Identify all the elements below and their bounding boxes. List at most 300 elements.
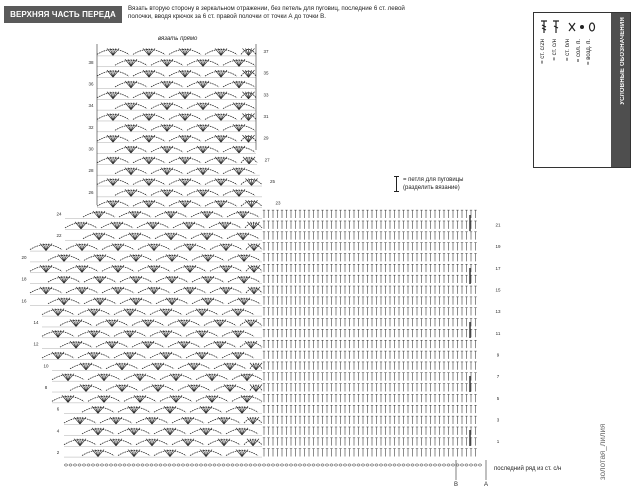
fan-stitch: [197, 81, 203, 88]
legend-title: УСЛОВНЫЕ ОБОЗНАЧЕНИЯ: [620, 17, 626, 105]
fan-stitch: [98, 374, 104, 381]
foundation-chain: [334, 464, 337, 466]
foundation-chain: [163, 464, 166, 466]
fan-stitch: [179, 70, 185, 77]
fan-stitch: [161, 146, 167, 153]
legend-band: [611, 13, 630, 167]
row-number-right: 31: [263, 113, 269, 119]
foundation-chain: [402, 464, 405, 466]
fan-stitch: [80, 363, 86, 370]
fan-stitch: [215, 113, 221, 120]
fan-stitch: [256, 385, 262, 392]
fan-stitch: [148, 244, 154, 251]
fan-stitch: [202, 276, 208, 283]
fan-stitch: [92, 428, 98, 435]
fan-stitch: [106, 341, 112, 348]
fan-stitch: [236, 450, 242, 457]
fan-stitch: [245, 341, 251, 348]
fan-stitch: [256, 363, 262, 370]
foundation-chain: [384, 464, 387, 466]
foundation-chain: [132, 464, 135, 466]
fan-stitch: [197, 189, 203, 196]
fan-stitch: [52, 309, 58, 316]
row-number-left: 18: [21, 276, 27, 282]
legend-item-sc: = ст. б/н: [565, 39, 571, 62]
row-number-left: 20: [21, 254, 27, 260]
fan-stitch: [161, 124, 167, 131]
foundation-chain: [388, 464, 391, 466]
fan-stitch: [142, 341, 148, 348]
foundation-chain: [447, 464, 450, 466]
fan-stitch: [220, 287, 226, 294]
row-number-right: 9: [496, 352, 500, 358]
foundation-chain: [231, 464, 234, 466]
fan-stitch: [214, 341, 220, 348]
row-number-left: 22: [56, 233, 62, 239]
foundation-chain: [159, 464, 162, 466]
foundation-chain: [442, 464, 445, 466]
fan-stitch: [107, 200, 113, 207]
fan-stitch: [80, 385, 86, 392]
fan-stitch: [182, 439, 188, 446]
foundation-chain: [64, 464, 67, 466]
foundation-chain: [235, 464, 238, 466]
foundation-chain: [109, 464, 112, 466]
row-number-left: 16: [21, 298, 27, 304]
foundation-chain: [186, 464, 189, 466]
fan-stitch: [182, 417, 188, 424]
fan-stitch: [232, 330, 238, 337]
fan-stitch: [76, 287, 82, 294]
foundation-chain: [69, 464, 72, 466]
fan-stitch: [233, 124, 239, 131]
fan-stitch: [143, 92, 149, 99]
fan-stitch: [201, 211, 207, 218]
last-row-note: последний ряд из ст. с/н: [494, 466, 562, 472]
foundation-chain: [91, 464, 94, 466]
foundation-chain: [352, 464, 355, 466]
fan-stitch: [215, 48, 221, 55]
fan-stitch: [128, 406, 134, 413]
foundation-chain: [105, 464, 108, 466]
fan-stitch: [218, 417, 224, 424]
fan-stitch: [178, 341, 184, 348]
foundation-chain: [393, 464, 396, 466]
fan-stitch: [124, 352, 130, 359]
fan-stitch: [201, 233, 207, 240]
fan-stitch: [130, 298, 136, 305]
foundation-chain: [276, 464, 279, 466]
fan-stitch: [164, 428, 170, 435]
chart-title: ВЕРХНЯЯ ЧАСТЬ ПЕРЕДА ДЛЯ Р3: [4, 6, 122, 23]
fan-stitch: [215, 92, 221, 99]
fan-stitch: [215, 157, 221, 164]
foundation-chain: [267, 464, 270, 466]
foundation-chain: [195, 464, 198, 466]
fan-stitch: [233, 168, 239, 175]
row-number-right: 13: [495, 309, 501, 315]
legend-item-tr: = ст. с/2н: [540, 39, 546, 64]
fan-stitch: [232, 352, 238, 359]
foundation-chain: [285, 464, 288, 466]
legend-item-slip: = сол. п.: [576, 39, 582, 63]
legend-item-chain: = возд. п.: [586, 39, 592, 65]
fan-stitch: [183, 222, 189, 229]
foundation-chain: [348, 464, 351, 466]
fan-stitch: [74, 417, 80, 424]
fan-stitch: [200, 450, 206, 457]
row-number-right: 19: [495, 244, 501, 250]
fan-stitch: [170, 374, 176, 381]
foundation-chain: [438, 464, 441, 466]
fan-stitch: [253, 417, 259, 424]
fan-stitch: [184, 287, 190, 294]
row-number-left: 24: [56, 211, 62, 217]
fan-stitch: [179, 113, 185, 120]
fan-stitch: [206, 374, 212, 381]
chain-stitch-icon: [590, 23, 595, 31]
foundation-chain: [244, 464, 247, 466]
fan-stitch: [197, 59, 203, 66]
foundation-chain: [240, 464, 243, 466]
fan-stitch: [134, 395, 140, 402]
fan-stitch: [160, 309, 166, 316]
fan-stitch: [152, 385, 158, 392]
fan-stitch: [200, 428, 206, 435]
fan-stitch: [93, 233, 99, 240]
fan-stitch: [111, 222, 117, 229]
fan-stitch: [197, 124, 203, 131]
foundation-chain: [208, 464, 211, 466]
foundation-chain: [397, 464, 400, 466]
foundation-chain: [136, 464, 139, 466]
row-number-left: 34: [88, 103, 94, 109]
foundation-chain: [316, 464, 319, 466]
row-number-right: 21: [495, 222, 501, 228]
fan-stitch: [116, 363, 122, 370]
fan-stitch: [112, 287, 118, 294]
fan-stitch: [92, 450, 98, 457]
foundation-chain: [127, 464, 130, 466]
foundation-chain: [150, 464, 153, 466]
fan-stitch: [125, 103, 131, 110]
foundation-chain: [357, 464, 360, 466]
foundation-chain: [379, 464, 382, 466]
fan-stitch: [107, 135, 113, 142]
fan-stitch: [233, 81, 239, 88]
foundation-chain: [177, 464, 180, 466]
fan-stitch: [129, 233, 135, 240]
fan-stitch: [124, 330, 130, 337]
foundation-chain: [366, 464, 369, 466]
fan-stitch: [233, 103, 239, 110]
foundation-chain: [172, 464, 175, 466]
foundation-chain: [82, 464, 85, 466]
foundation-chain: [226, 464, 229, 466]
slip-stitch-icon: [580, 25, 584, 29]
fan-stitch: [125, 81, 131, 88]
fan-stitch: [148, 265, 154, 272]
fan-stitch: [166, 254, 172, 261]
row-number-right: 15: [495, 287, 501, 293]
fan-stitch: [247, 417, 253, 424]
fan-stitch: [88, 352, 94, 359]
row-number-right: 33: [263, 92, 269, 98]
fan-stitch: [152, 363, 158, 370]
fan-stitch: [165, 211, 171, 218]
fan-stitch: [206, 395, 212, 402]
fan-stitch: [202, 254, 208, 261]
fan-stitch: [107, 48, 113, 55]
fan-stitch: [224, 385, 230, 392]
foundation-chain: [96, 464, 99, 466]
fan-stitch: [125, 189, 131, 196]
foundation-chain: [199, 464, 202, 466]
fan-stitch: [130, 254, 136, 261]
fan-stitch: [112, 244, 118, 251]
foundation-chain: [258, 464, 261, 466]
fan-stitch: [202, 298, 208, 305]
point-a-label: А: [483, 482, 489, 488]
fan-stitch: [143, 200, 149, 207]
fan-stitch: [142, 319, 148, 326]
fan-stitch: [58, 276, 64, 283]
fan-stitch: [62, 374, 68, 381]
fan-stitch: [232, 309, 238, 316]
foundation-chain: [321, 464, 324, 466]
foundation-chain: [339, 464, 342, 466]
fan-stitch: [233, 189, 239, 196]
fan-stitch: [233, 146, 239, 153]
fan-stitch: [70, 319, 76, 326]
fan-stitch: [236, 406, 242, 413]
fan-stitch: [237, 211, 243, 218]
fan-stitch: [40, 265, 46, 272]
foundation-chain: [406, 464, 409, 466]
foundation-chain: [312, 464, 315, 466]
fan-stitch: [110, 439, 116, 446]
fan-stitch: [125, 146, 131, 153]
row-number-left: 6: [56, 406, 60, 412]
fan-stitch: [248, 222, 254, 229]
foundation-chain: [222, 464, 225, 466]
fan-stitch: [250, 385, 256, 392]
fan-stitch: [178, 319, 184, 326]
foundation-chain: [217, 464, 220, 466]
fan-stitch: [161, 168, 167, 175]
legend: [533, 12, 631, 168]
fan-stitch: [148, 287, 154, 294]
fan-stitch: [58, 254, 64, 261]
fan-stitch: [160, 352, 166, 359]
buttonhole-note-line2: (разделить вязание): [403, 185, 460, 191]
foundation-chain: [451, 464, 454, 466]
fan-stitch: [238, 298, 244, 305]
row-number-right: 25: [270, 179, 276, 185]
row-number-left: 38: [88, 59, 94, 65]
fan-stitch: [215, 200, 221, 207]
fan-stitch: [125, 59, 131, 66]
fan-stitch: [116, 385, 122, 392]
fan-stitch: [107, 113, 113, 120]
fan-stitch: [245, 319, 251, 326]
fan-stitch: [236, 428, 242, 435]
foundation-chain: [253, 464, 256, 466]
foundation-chain: [330, 464, 333, 466]
foundation-chain: [249, 464, 252, 466]
row-number-right: 35: [263, 70, 269, 76]
foundation-chain: [424, 464, 427, 466]
fan-stitch: [238, 254, 244, 261]
fan-stitch: [238, 276, 244, 283]
single-crochet-icon: [569, 23, 575, 31]
fan-stitch: [161, 103, 167, 110]
foundation-chain: [289, 464, 292, 466]
fan-stitch: [179, 200, 185, 207]
row-number-left: 26: [88, 189, 94, 195]
fan-stitch: [143, 113, 149, 120]
fan-stitch: [129, 211, 135, 218]
foundation-chain: [100, 464, 103, 466]
fan-stitch: [215, 179, 221, 186]
double-crochet-icon: [553, 21, 559, 33]
fan-stitch: [215, 70, 221, 77]
fan-stitch: [143, 157, 149, 164]
row-number-right: 5: [496, 395, 500, 401]
fan-stitch: [94, 254, 100, 261]
foundation-chain: [145, 464, 148, 466]
foundation-chain: [123, 464, 126, 466]
fan-stitch: [200, 406, 206, 413]
fan-stitch: [40, 287, 46, 294]
foundation-chain: [307, 464, 310, 466]
fan-stitch: [70, 341, 76, 348]
fan-stitch: [146, 439, 152, 446]
fan-stitch: [196, 309, 202, 316]
fan-stitch: [164, 406, 170, 413]
foundation-chain: [433, 464, 436, 466]
row-number-right: 7: [496, 374, 500, 380]
foundation-chain: [168, 464, 171, 466]
fan-stitch: [161, 81, 167, 88]
fan-stitch: [106, 319, 112, 326]
knit-straight-label: вязать прямо: [158, 36, 198, 42]
fan-stitch: [170, 395, 176, 402]
foundation-chain: [73, 464, 76, 466]
fan-stitch: [160, 330, 166, 337]
fan-stitch: [94, 276, 100, 283]
row-number-left: 10: [43, 363, 49, 369]
foundation-chain: [429, 464, 432, 466]
buttonhole-note-line1: = петля для пуговицы: [403, 177, 464, 183]
foundation-chain: [294, 464, 297, 466]
buttonhole-note: [403, 176, 463, 192]
foundation-chain: [154, 464, 157, 466]
buttonhole-symbol-icon: [396, 176, 397, 192]
fan-stitch: [220, 244, 226, 251]
fan-stitch: [40, 244, 46, 251]
foundation-chain: [343, 464, 346, 466]
row-number-right: 1: [496, 439, 500, 445]
fan-stitch: [143, 48, 149, 55]
fan-stitch: [98, 395, 104, 402]
legend-item-dc: = ст. с/н: [552, 39, 558, 61]
row-number-left: 32: [88, 124, 94, 130]
foundation-chain: [213, 464, 216, 466]
fan-stitch: [197, 168, 203, 175]
fan-stitch: [196, 352, 202, 359]
fan-stitch: [161, 59, 167, 66]
fan-stitch: [179, 48, 185, 55]
foundation-chain: [262, 464, 265, 466]
foundation-chain: [460, 464, 463, 466]
fan-stitch: [215, 135, 221, 142]
fan-stitch: [166, 298, 172, 305]
foundation-chain: [190, 464, 193, 466]
row-number-left: 30: [88, 146, 94, 152]
foundation-chain: [141, 464, 144, 466]
fan-stitch: [107, 70, 113, 77]
fan-stitch: [92, 406, 98, 413]
foundation-chain: [420, 464, 423, 466]
fan-stitch: [94, 298, 100, 305]
fan-stitch: [134, 374, 140, 381]
row-number-left: 12: [33, 341, 39, 347]
fan-stitch: [125, 124, 131, 131]
fan-stitch: [107, 179, 113, 186]
fan-stitch: [220, 265, 226, 272]
row-number-right: 3: [496, 417, 500, 423]
foundation-chain: [114, 464, 117, 466]
foundation-chain: [298, 464, 301, 466]
foundation-chain: [361, 464, 364, 466]
foundation-chain: [411, 464, 414, 466]
foundation-chain: [415, 464, 418, 466]
fan-stitch: [188, 363, 194, 370]
fan-stitch: [197, 146, 203, 153]
fan-stitch: [62, 395, 68, 402]
fan-stitch: [188, 385, 194, 392]
foundation-chain: [474, 464, 477, 466]
row-number-left: 28: [88, 168, 94, 174]
fan-stitch: [74, 439, 80, 446]
fan-stitch: [58, 298, 64, 305]
fan-stitch: [93, 211, 99, 218]
foundation-chain: [370, 464, 373, 466]
row-number-right: 37: [263, 48, 269, 54]
fan-stitch: [110, 417, 116, 424]
foundation-chain: [78, 464, 81, 466]
instructions-text: Вязать вторую сторону в зеркальном отражении, без петель для пуговиц, последние 6 ст. левой полочки, вводя крючок за 6 ст. правой полочки от точки А до точки В.: [128, 5, 405, 21]
row-number-left: 36: [88, 81, 94, 87]
fan-stitch: [128, 428, 134, 435]
foundation-chain: [303, 464, 306, 466]
foundation-chain: [456, 464, 459, 466]
fan-stitch: [218, 439, 224, 446]
fan-stitch: [112, 265, 118, 272]
fan-stitch: [219, 222, 225, 229]
fan-stitch: [143, 179, 149, 186]
foundation-chain: [181, 464, 184, 466]
fan-stitch: [125, 168, 131, 175]
point-b-label: В: [453, 482, 459, 488]
fan-stitch: [107, 157, 113, 164]
fan-stitch: [247, 439, 253, 446]
fan-stitch: [196, 330, 202, 337]
fan-stitch: [237, 233, 243, 240]
fan-stitch: [184, 265, 190, 272]
fan-stitch: [166, 276, 172, 283]
